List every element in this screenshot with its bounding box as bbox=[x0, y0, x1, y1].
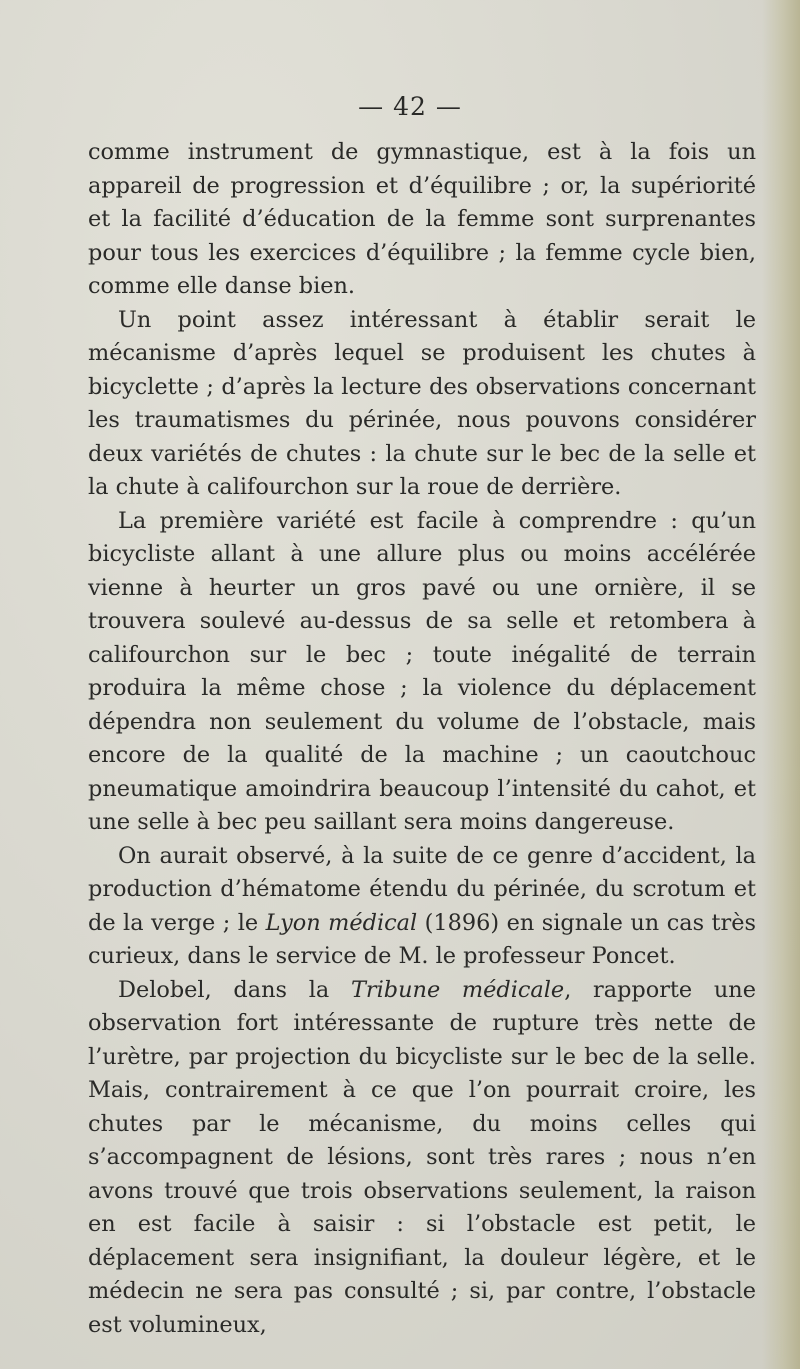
paragraph-text: (1896) en signale un cas très curieux, dans le service de M. le professeur Poncet. bbox=[88, 909, 756, 969]
paragraph-2 bbox=[88, 304, 756, 505]
paragraph-text: comme instrument de gymnastique, est à la fois un appareil de progression et d’équilibre ; or, la supériorité et la facilité d’éducation de la femme sont surprenantes pour tous les exercices d’équilibre ; la femme cycle bien, comme elle danse bien. bbox=[88, 139, 756, 299]
page-edge bbox=[762, 0, 800, 1369]
paragraph-text: On aurait observé, à la suite de ce genre d’accident, la production d’hématome étendu du périnée, du scrotum et de la verge ; le bbox=[88, 842, 756, 936]
paragraph-4 bbox=[88, 840, 756, 974]
paragraph-5 bbox=[88, 974, 756, 1343]
body-text bbox=[88, 136, 756, 1342]
paragraph-text: Un point assez intéressant à établir serait le mécanisme d’après lequel se produisent les chutes à bicyclette ; d’après la lecture des observations concernant les traumatismes du périnée, nous pouvons considérer deux variétés de chutes : la chute sur le bec de la selle et la chute à califourchon sur la roue de derrière. bbox=[88, 306, 756, 500]
paragraph-text: , rapporte une observation fort intéressante de rupture très nette de l’urètre, par projection du bicycliste sur le bec de la selle. Mais, contrairement à ce que l’on pourrait croire, les chutes par le mécanisme, du moins celles qui s’accompagnent de lésions, sont très rares ; nous n’en avons trouvé que trois observations seulement, la raison en est facile à saisir : si l’obstacle est petit, le déplacement sera insignifiant, la douleur légère, et le médecin ne sera pas consulté ; si, par contre, l’obstacle est volumineux, bbox=[88, 976, 756, 1338]
paragraph-text: La première variété est facile à comprendre : qu’un bicycliste allant à une allure plus ou moins accélérée vienne à heurter un gros pavé ou une ornière, il se trouvera soulevé au-dessus de sa selle et retombera à califourchon sur le bec ; toute inégalité de terrain produira la même chose ; la violence du déplacement dépendra non seulement du volume de l’obstacle, mais encore de la qualité de la machine ; un caoutchouc pneumatique amoindrira beaucoup l’intensité du cahot, et une selle à bec peu saillant sera moins dangereuse. bbox=[88, 507, 756, 835]
paragraph-3 bbox=[88, 505, 756, 840]
journal-title: Lyon médical bbox=[265, 909, 418, 936]
paragraph-1 bbox=[88, 136, 756, 304]
paragraph-text: Delobel, dans la bbox=[118, 976, 351, 1003]
journal-title: Tribune médicale bbox=[350, 976, 565, 1003]
page-number: — 42 — bbox=[358, 92, 462, 121]
